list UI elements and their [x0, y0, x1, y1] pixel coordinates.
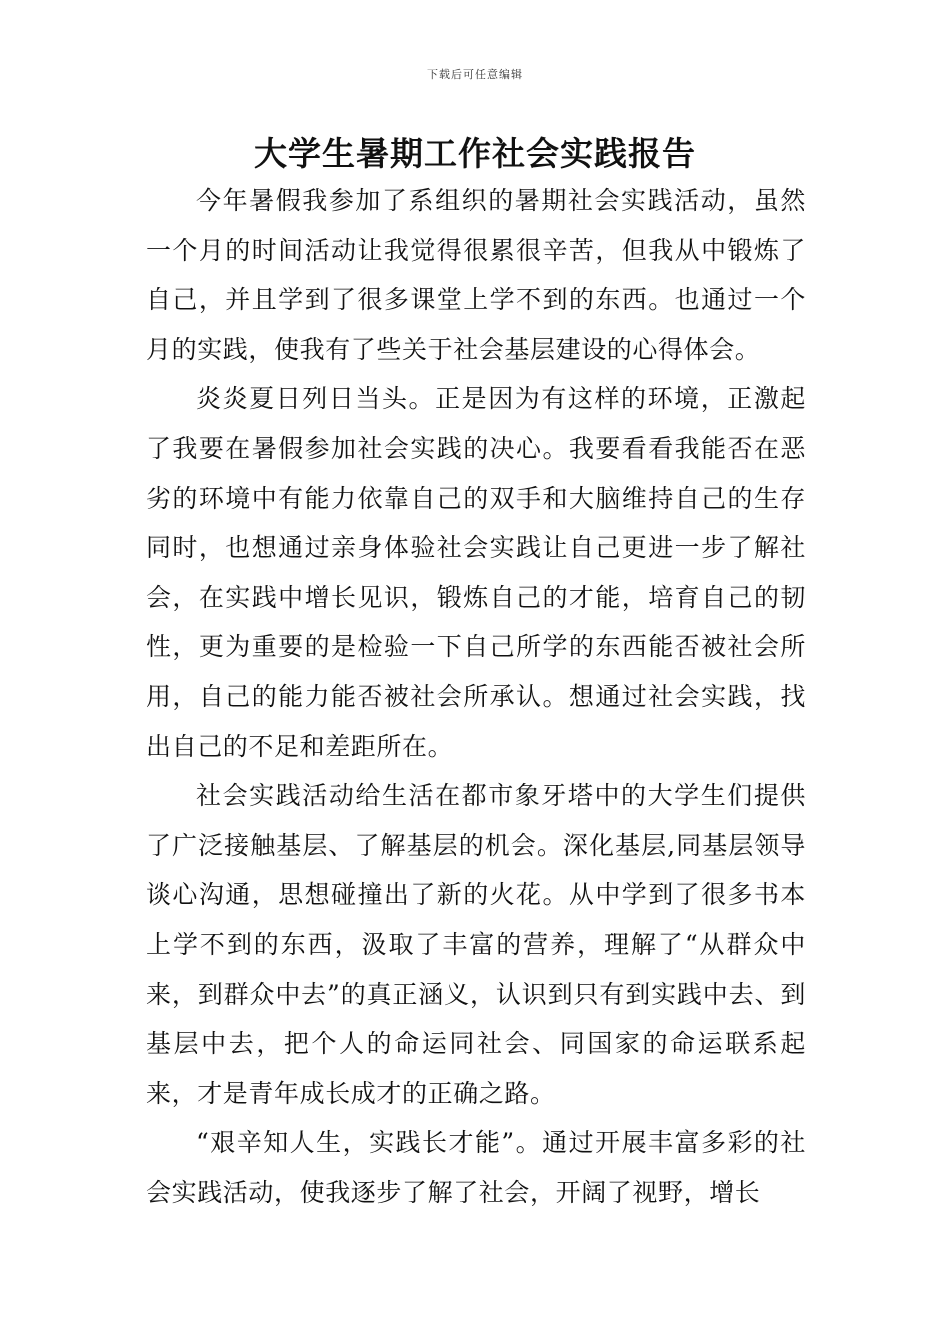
paragraph: “艰辛知人生，实践长才能”。通过开展丰富多彩的社会实践活动，使我逐步了解了社会，开阔了视野，增长 [146, 1128, 806, 1207]
paragraph: 社会实践活动给生活在都市象牙塔中的大学生们提供了广泛接触基层、了解基层的机会。深化基层,同基层领导谈心沟通，思想碰撞出了新的火花。从中学到了很多书本上学不到的东西，汲取了丰富的营养，理解了“从群众中来，到群众中去”的真正涵义，认识到只有到实践中去、到基层中去，把个人的命运同社会、同国家的命运联系起来，才是青年成长成才的正确之路。 [146, 781, 806, 1108]
document-title: 大学生暑期工作社会实践报告 [254, 134, 696, 173]
paragraph: 炎炎夏日列日当头。正是因为有这样的环境，正激起了我要在暑假参加社会实践的决心。我要看看我能否在恶劣的环境中有能力依靠自己的双手和大脑维持自己的生存同时，也想通过亲身体验社会实践让自己更进一步了解社会，在实践中增长见识，锻炼自己的才能，培育自己的韧性，更为重要的是检验一下自己所学的东西能否被社会所用，自己的能力能否被社会所承认。想通过社会实践，找出自己的不足和差距所在。 [146, 384, 806, 761]
document-body [146, 176, 806, 1217]
paragraph: 今年暑假我参加了系组织的暑期社会实践活动，虽然一个月的时间活动让我觉得很累很辛苦，但我从中锻炼了自己，并且学到了很多课堂上学不到的东西。也通过一个月的实践，使我有了些关于社会基层建设的心得体会。 [146, 186, 806, 364]
header-note: 下载后可任意编辑 [427, 68, 523, 81]
